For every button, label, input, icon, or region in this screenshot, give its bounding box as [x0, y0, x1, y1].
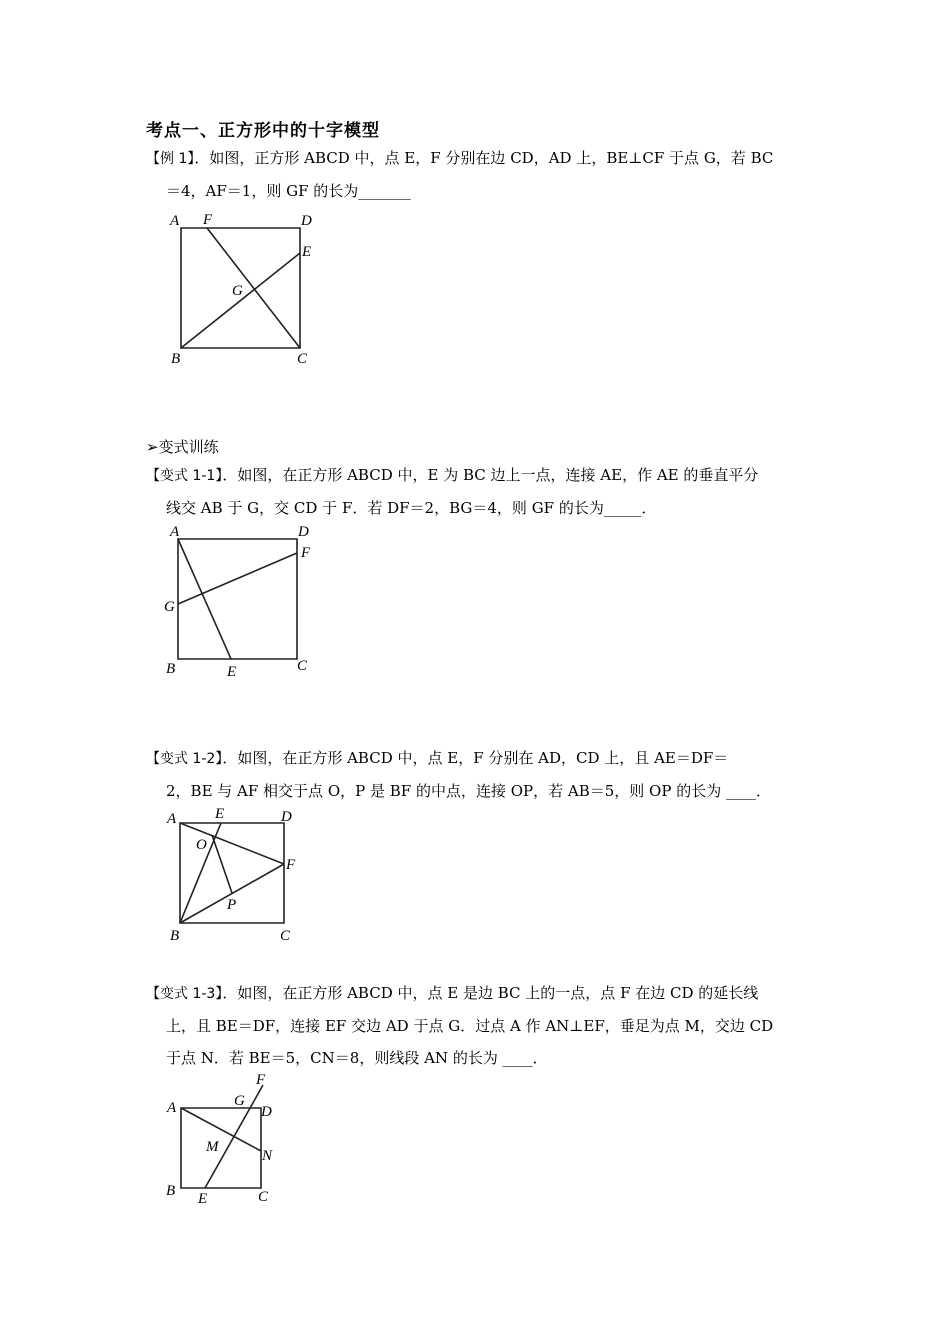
variant-1-2-figure: [160, 803, 330, 948]
label-d: D: [298, 524, 309, 540]
variant-1-1-figure: [160, 520, 330, 685]
variant-1-2-tag: 【变式 1-2】: [146, 751, 223, 767]
segment-op: [212, 835, 232, 893]
label-b: B: [170, 928, 180, 944]
segment-bf: [180, 864, 284, 923]
variant-1-3-figure: [160, 1068, 300, 1213]
label-d: D: [261, 1104, 272, 1120]
label-p: P: [227, 897, 237, 913]
variant-1-3-tag: 【变式 1-3】: [146, 986, 223, 1002]
segment-cf: [207, 228, 300, 348]
label-c: C: [258, 1189, 269, 1205]
label-m: M: [206, 1139, 219, 1155]
label-b: B: [171, 351, 181, 367]
variant-1-3-text: [146, 977, 810, 1074]
section-title: 考点一、正方形中的十字模型: [146, 121, 380, 141]
square-abcd: [181, 1108, 261, 1188]
label-c: C: [297, 658, 308, 674]
label-g: G: [164, 599, 175, 615]
label-f: F: [256, 1072, 266, 1088]
label-f: F: [301, 545, 311, 561]
example-1-tag: 【例 1】: [146, 151, 195, 167]
label-f: F: [286, 857, 296, 873]
label-b: B: [166, 661, 176, 677]
label-b: B: [166, 1183, 176, 1199]
label-g: G: [232, 283, 243, 299]
label-a: A: [170, 524, 180, 540]
label-a: A: [167, 1100, 177, 1116]
variant-1-3-line-1: 【变式 1-3】．如图，在正方形 ABCD 中，点 E 是边 BC 上的一点，点 F 在边 CD 的延长线: [146, 984, 759, 1002]
example-1-text: [146, 142, 810, 207]
label-g: G: [234, 1093, 245, 1109]
segment-an: [181, 1108, 261, 1151]
label-e: E: [302, 244, 312, 260]
label-e: E: [227, 664, 237, 680]
variant-1-3-line-2: 上，且 BE＝DF，连接 EF 交边 AD 于点 G．过点 A 作 AN⊥EF，垂足为点 M，交边 CD: [166, 1017, 774, 1035]
label-d: D: [301, 213, 312, 229]
label-d: D: [281, 809, 292, 825]
variant-1-3-line-3: 于点 N．若 BE＝5，CN＝8，则线段 AN 的长为 ____．: [166, 1049, 548, 1067]
segment-be: [181, 253, 300, 348]
square-abcd: [178, 539, 297, 659]
label-a: A: [170, 213, 180, 229]
example-1-line-2: ＝4，AF＝1，则 GF 的长为_______: [166, 182, 411, 200]
label-n: N: [262, 1148, 273, 1164]
variant-1-1-line-2: 线交 AB 于 G，交 CD 于 F．若 DF＝2，BG＝4，则 GF 的长为_____．: [166, 499, 657, 517]
label-f: F: [203, 212, 213, 228]
variant-1-1-text: [146, 459, 810, 524]
example-1-line-1: 【例 1】．如图，正方形 ABCD 中，点 E，F 分别在边 CD，AD 上，BE⊥CF 于点 G，若 BC: [146, 149, 774, 167]
variant-1-1-tag: 【变式 1-1】: [146, 468, 223, 484]
variant-1-2-line-1: 【变式 1-2】．如图，在正方形 ABCD 中，点 E，F 分别在 AD，CD 上，且 AE＝DF＝: [146, 749, 729, 767]
label-c: C: [297, 351, 308, 367]
label-e: E: [198, 1191, 208, 1207]
example-1-figure: [160, 205, 330, 375]
label-a: A: [167, 811, 177, 827]
segment-ae: [178, 539, 231, 659]
variant-1-2-line-2: 2，BE 与 AF 相交于点 O，P 是 BF 的中点，连接 OP，若 AB＝5，则 OP 的长为 ____．: [166, 782, 771, 800]
label-c: C: [280, 928, 291, 944]
label-o: O: [196, 837, 207, 853]
label-e: E: [215, 806, 225, 822]
variant-1-2-text: [146, 742, 810, 807]
variant-1-1-line-1: 【变式 1-1】．如图，在正方形 ABCD 中，E 为 BC 边上一点，连接 AE，作 AE 的垂直平分: [146, 466, 759, 484]
variants-heading: ➢变式训练: [146, 438, 219, 456]
